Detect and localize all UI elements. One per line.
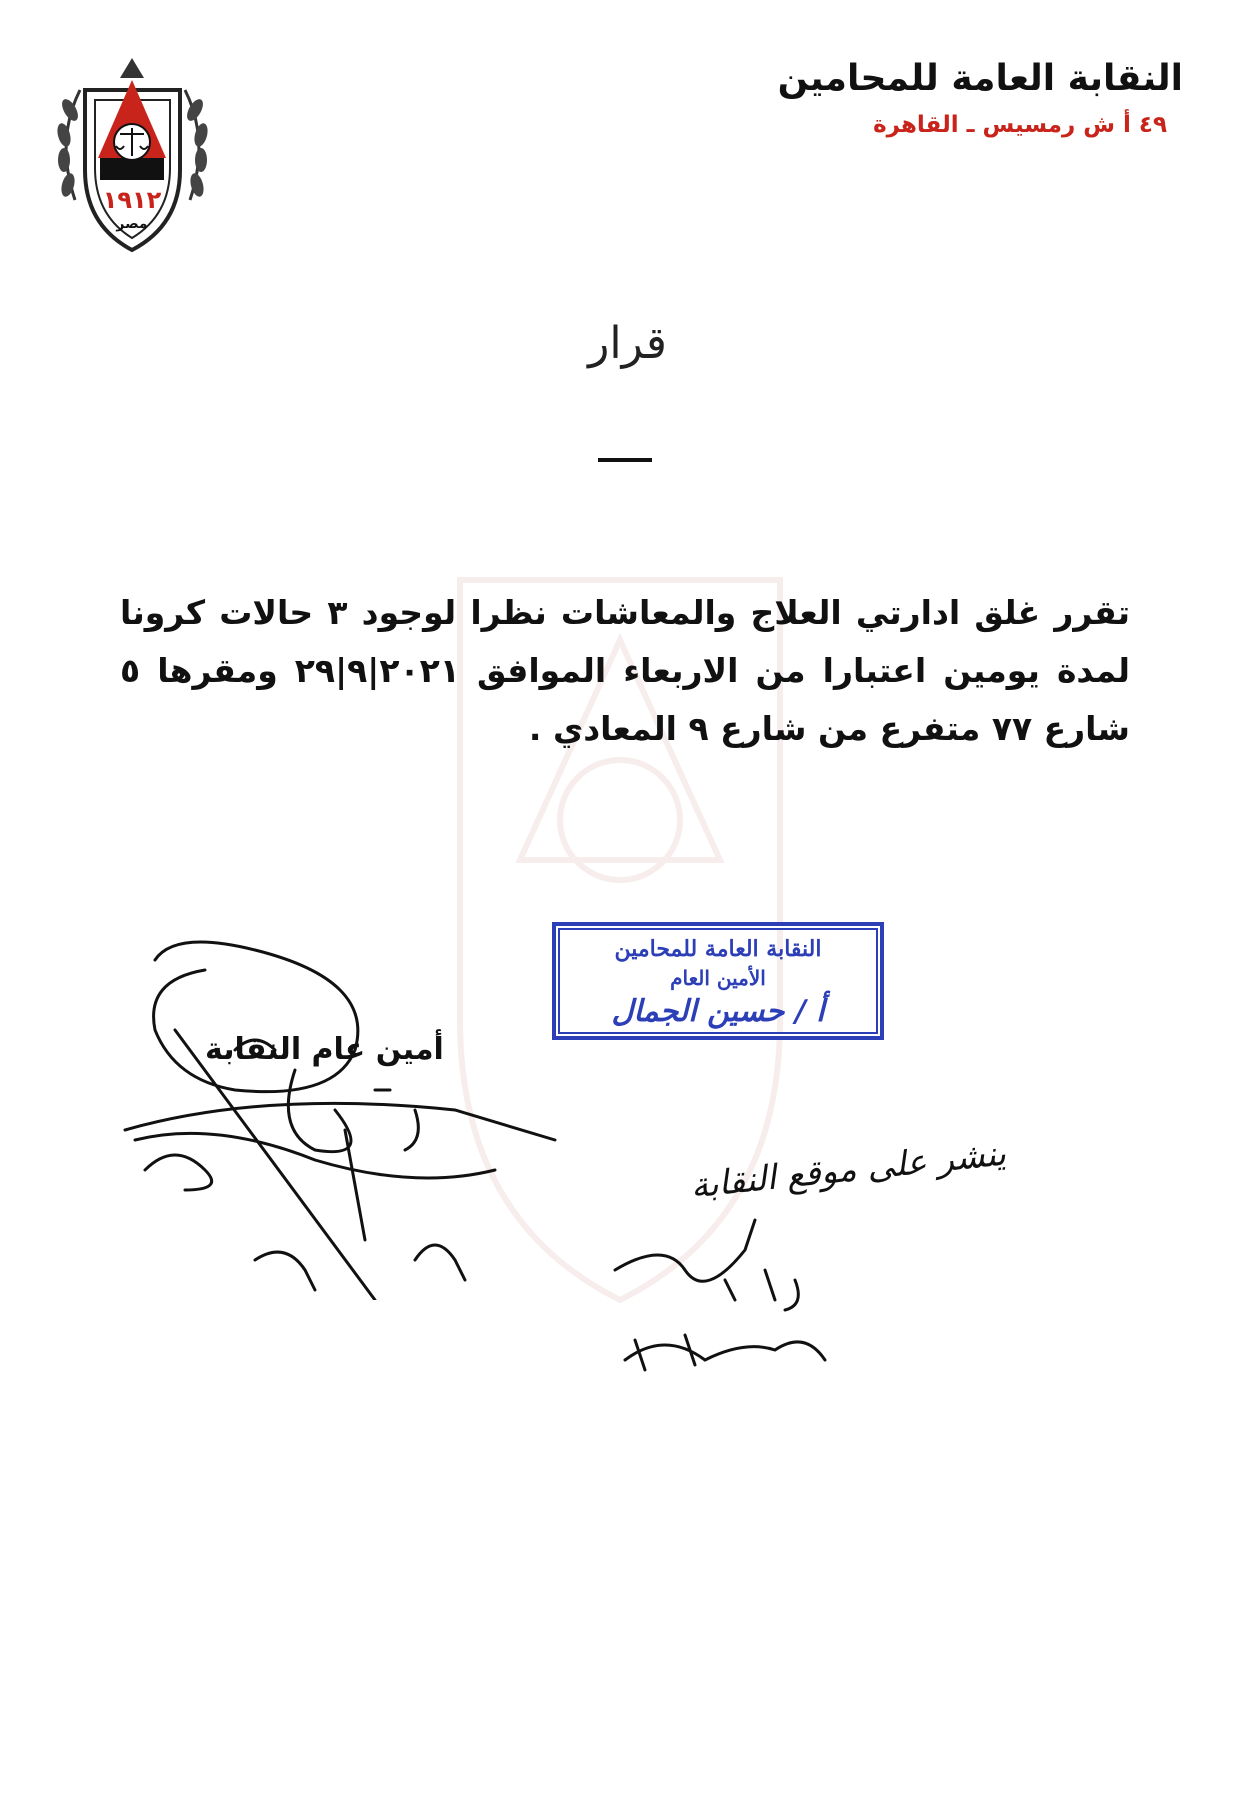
title-divider [598, 458, 652, 462]
lawyers-syndicate-emblem-icon [40, 50, 225, 275]
official-stamp [552, 922, 884, 1040]
logo-year: ١٩١٢ [102, 186, 162, 214]
stamp-org: النقابة العامة للمحامين [614, 936, 822, 962]
stamp-role: الأمين العام [670, 966, 766, 990]
second-signature-scribble-icon [605, 1210, 835, 1380]
handwritten-note: ينشر على موقع النقابة [688, 1133, 1008, 1207]
decision-body: تقرر غلق ادارتي العلاج والمعاشات نظرا لوجود ٣ حالات كرونا لمدة يومين اعتبارا من الاربعاء الموافق ٢٠٢١|٩|٢٩ ومقرها ٥ شارع ٧٧ متفرع من شارع ٩ المعادي . [120, 593, 1131, 748]
signature-scribble-icon [115, 940, 575, 1300]
organization-name: النقابة العامة للمحامين [777, 58, 1183, 99]
stamp-person: أ / حسين الجمال [611, 994, 825, 1029]
organization-address: ٤٩ أ ش رمسيس ـ القاهرة [873, 112, 1167, 138]
logo-country: مصر [116, 216, 148, 232]
document-title: قرار [588, 318, 667, 369]
signatory-title: أمين عام النقابة [205, 1032, 444, 1067]
